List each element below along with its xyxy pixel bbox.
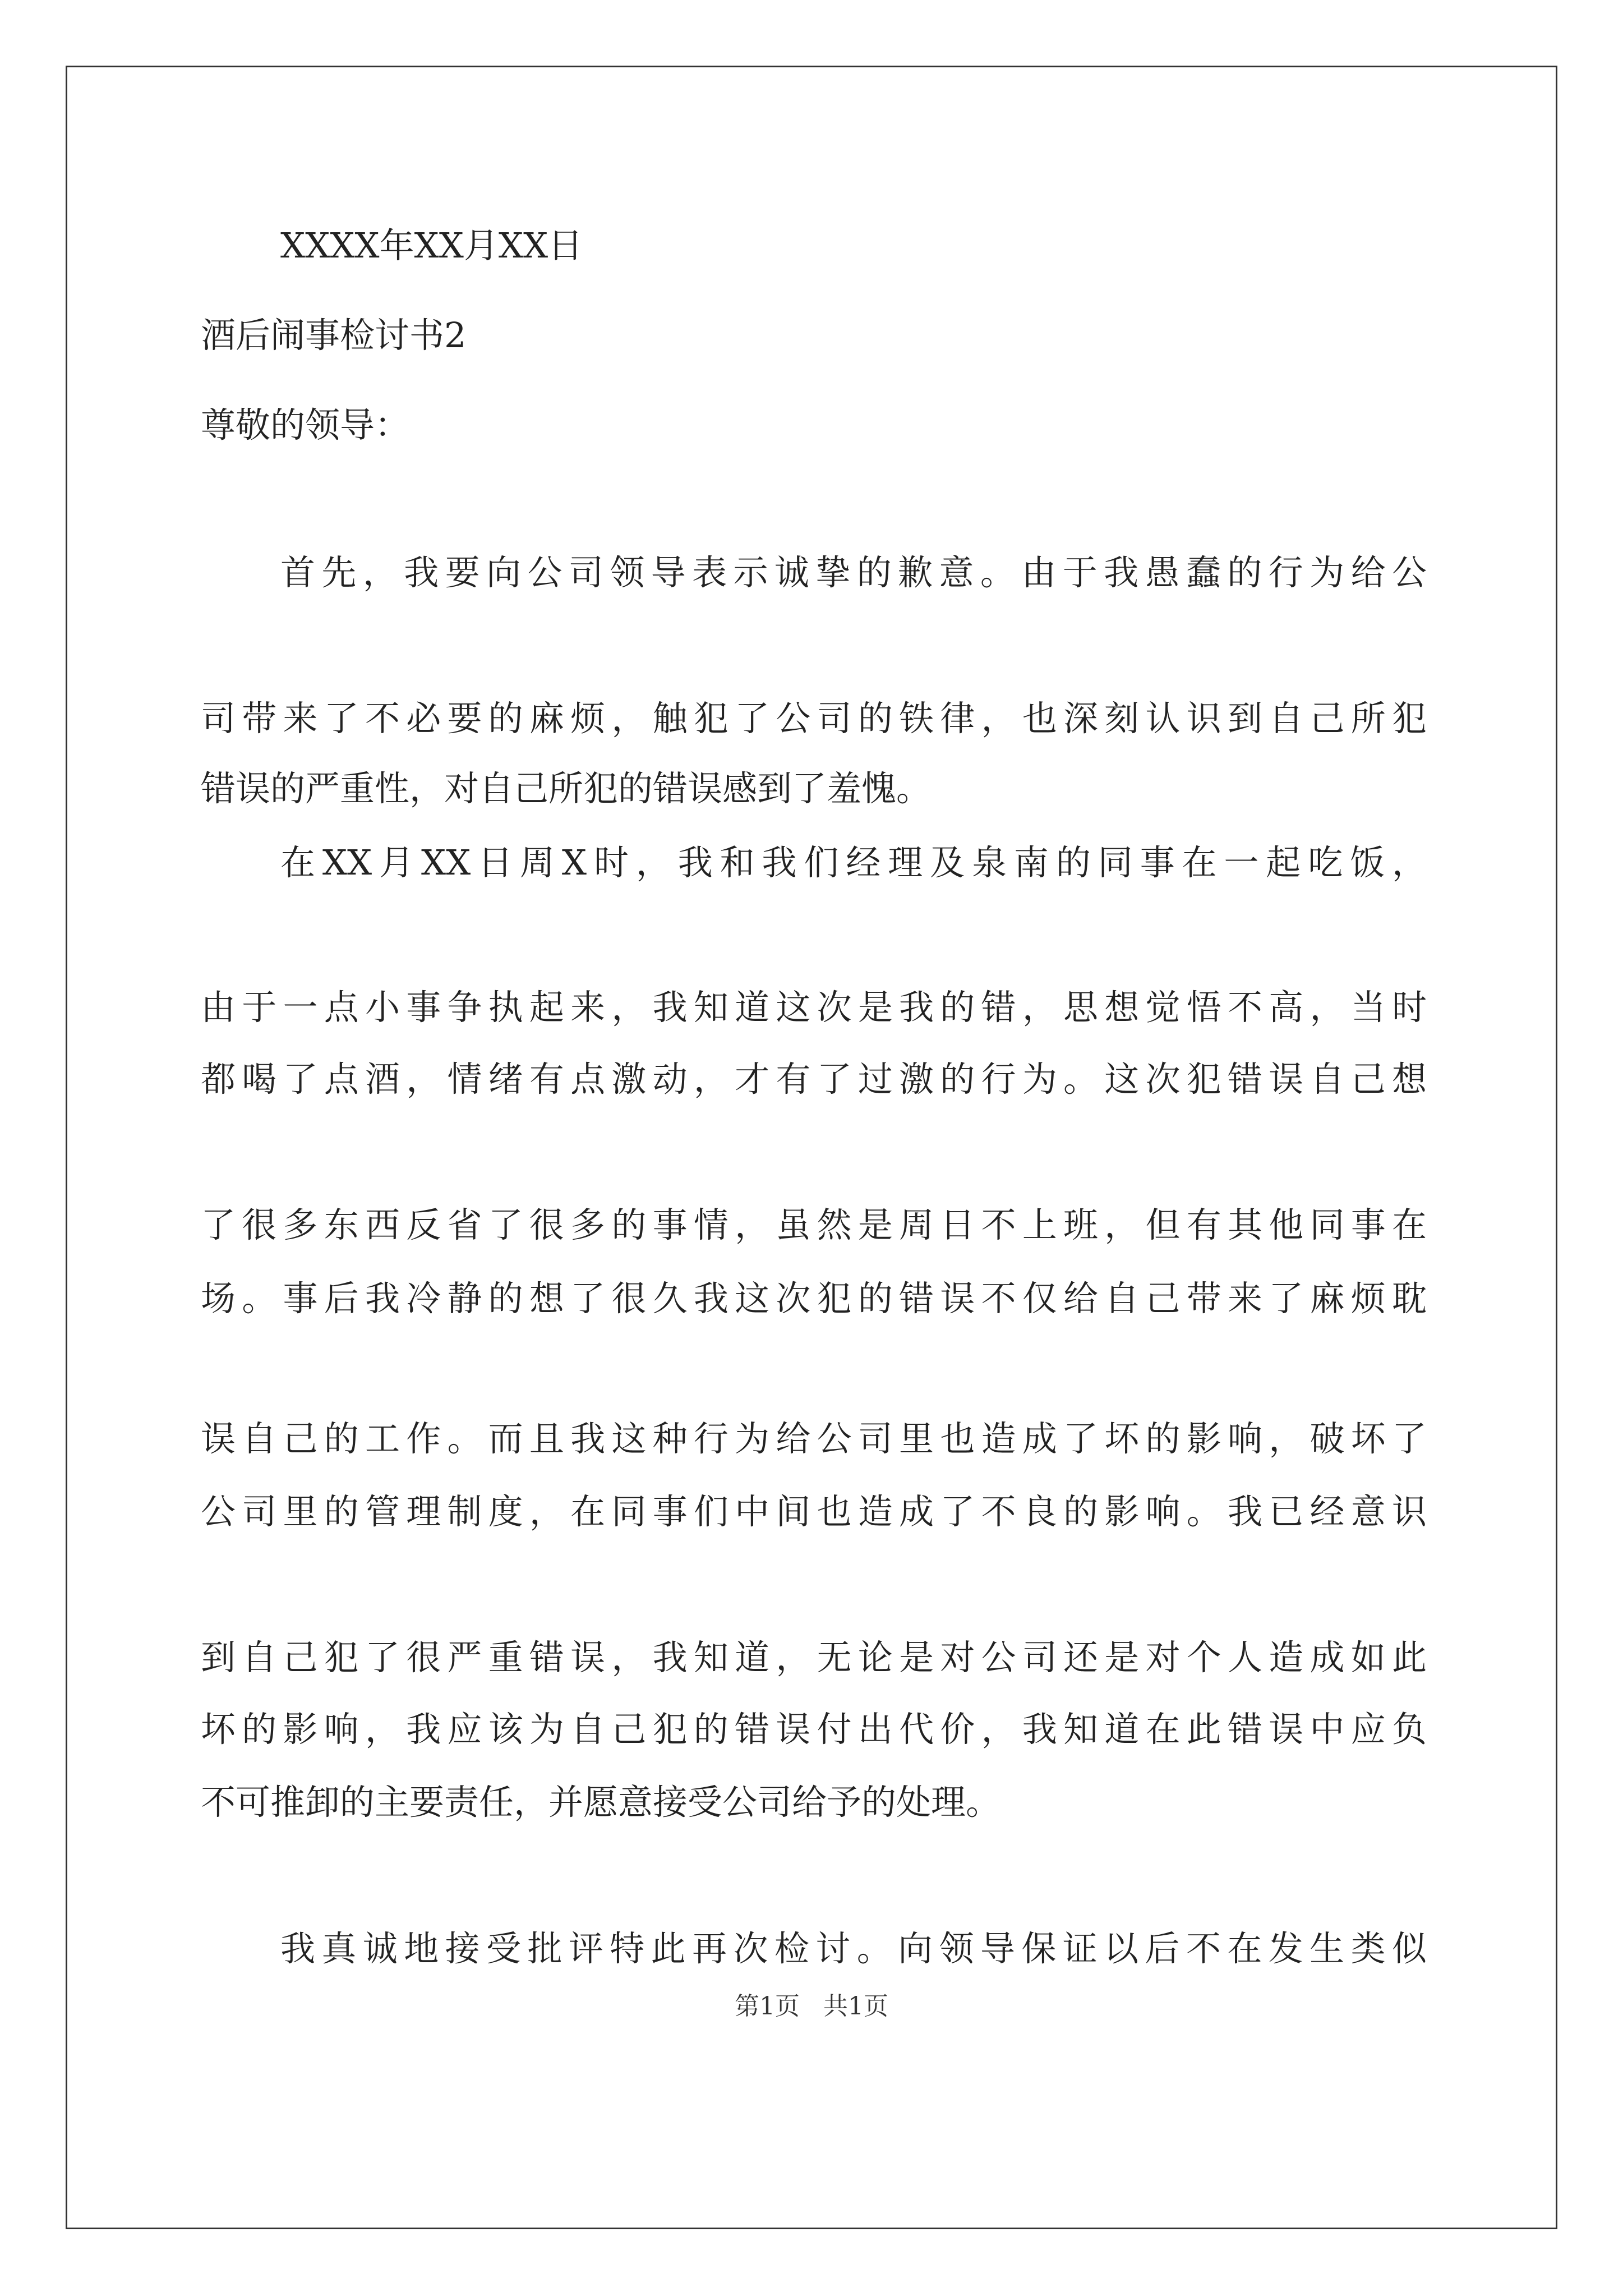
page-footer: 第1页 共1页	[735, 1992, 888, 2021]
document-title: 酒后闹事检讨书2	[201, 315, 467, 356]
body-line-14: 我真诚地接受批评特此再次检讨。向领导保证以后不在发生类似	[280, 1928, 1427, 1969]
date-line: XXXX年XX月XX日	[280, 225, 583, 266]
body-line-12: 坏的影响，我应该为自己犯的错误付出代价，我知道在此错误中应负	[201, 1709, 1427, 1750]
body-line-6: 都喝了点酒，情绪有点激动，才有了过激的行为。这次犯错误自己想	[201, 1059, 1427, 1099]
body-line-8: 场。事后我冷静的想了很久我这次犯的错误不仅给自己带来了麻烦耽	[201, 1278, 1427, 1319]
body-line-5: 由于一点小事争执起来，我知道这次是我的错，思想觉悟不高，当时	[201, 987, 1427, 1028]
body-line-7: 了很多东西反省了很多的事情，虽然是周日不上班，但有其他同事在	[201, 1204, 1427, 1245]
body-line-4: 在XX月XX日周X时，我和我们经理及泉南的同事在一起吃饭，	[280, 842, 1427, 883]
page-border	[66, 66, 1557, 2229]
body-line-13: 不可推卸的主要责任，并愿意接受公司给予的处理。	[201, 1782, 1001, 1823]
salutation: 尊敬的领导：	[201, 404, 410, 445]
body-line-3: 错误的严重性，对自己所犯的错误感到了羞愧。	[201, 768, 932, 809]
body-line-1: 首先，我要向公司领导表示诚挚的歉意。由于我愚蠢的行为给公	[280, 552, 1427, 593]
body-line-11: 到自己犯了很严重错误，我知道，无论是对公司还是对个人造成如此	[201, 1637, 1427, 1678]
body-line-9: 误自己的工作。而且我这种行为给公司里也造成了坏的影响，破坏了	[201, 1418, 1427, 1459]
body-line-10: 公司里的管理制度，在同事们中间也造成了不良的影响。我已经意识	[201, 1491, 1427, 1532]
body-line-2: 司带来了不必要的麻烦，触犯了公司的铁律，也深刻认识到自己所犯	[201, 698, 1427, 739]
